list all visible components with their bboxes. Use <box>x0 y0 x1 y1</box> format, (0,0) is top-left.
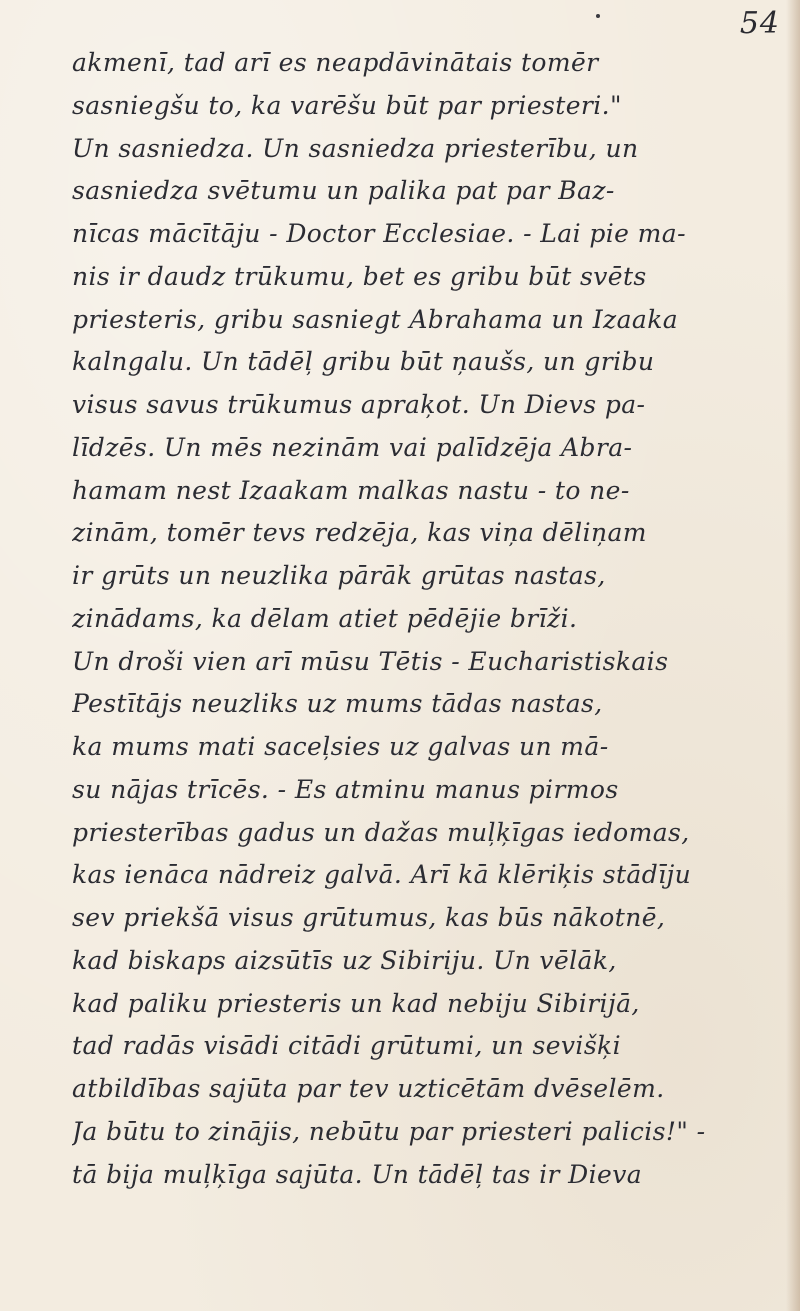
text-line: nīcas mācītāju - Doctor Ecclesiae. - Lai pie ma- <box>72 219 686 248</box>
text-line: līdzēs. Un mēs nezinām vai palīdzēja Abra- <box>72 432 633 462</box>
text-line: tad radās visādi citādi grūtumi, un sevišķi <box>72 1031 621 1061</box>
text-line: Ja būtu to zinājis, nebūtu par priesteri palicis!" - <box>72 1116 706 1146</box>
ink-dot <box>596 14 600 18</box>
text-line: akmenī, tad arī es neapdāvinātais tomēr <box>72 48 599 77</box>
text-line: tā bija muļķīga sajūta. Un tādēļ tas ir Dieva <box>72 1159 643 1189</box>
text-line: sasniegšu to, ka varēšu būt par priesteri." <box>72 90 622 120</box>
text-line: Un droši vien arī mūsu Tētis - Eucharistiskais <box>72 646 669 676</box>
page-edge-shadow <box>786 0 800 1311</box>
text-line: ka mums mati saceļsies uz galvas un mā- <box>72 732 609 761</box>
text-line: atbildības sajūta par tev uzticētām dvēselēm. <box>72 1074 665 1103</box>
text-line: sev priekšā visus grūtumus, kas būs nākotnē, <box>72 903 666 932</box>
text-line: priesteris, gribu sasniegt Abrahama un Izaaka <box>72 304 679 334</box>
text-line: visus savus trūkumus apraķot. Un Dievs pa- <box>72 390 646 419</box>
text-line: kas ienāca nādreiz galvā. Arī kā klēriķis stādīju <box>72 860 692 890</box>
text-line: kalngalu. Un tādēļ gribu būt ņaušs, un gribu <box>72 347 655 377</box>
text-line: sasniedza svētumu un palika pat par Baz- <box>72 176 615 206</box>
text-line: zinām, tomēr tevs redzēja, kas viņa dēliņam <box>72 518 647 548</box>
text-line: Pestītājs neuzliks uz mums tādas nastas, <box>72 689 603 719</box>
text-line: Un sasniedza. Un sasniedza priesterību, un <box>72 133 639 163</box>
page-number: 54 <box>739 6 780 41</box>
text-line: nis ir daudz trūkumu, bet es gribu būt svēts <box>72 261 647 291</box>
text-line: hamam nest Izaakam malkas nastu - to ne- <box>72 475 630 505</box>
text-line: ir grūts un neuzlika pārāk grūtas nastas, <box>72 561 606 590</box>
text-line: priesterības gadus un dažas muļķīgas iedomas, <box>72 817 690 847</box>
text-line: kad paliku priesteris un kad nebiju Sibirijā, <box>72 988 640 1018</box>
handwritten-text <box>72 42 762 1196</box>
text-line: kad biskaps aizsūtīs uz Sibiriju. Un vēlāk, <box>72 945 617 975</box>
text-line: su nājas trīcēs. - Es atminu manus pirmos <box>72 774 619 804</box>
text-line: zinādams, ka dēlam atiet pēdējie brīži. <box>72 603 578 633</box>
